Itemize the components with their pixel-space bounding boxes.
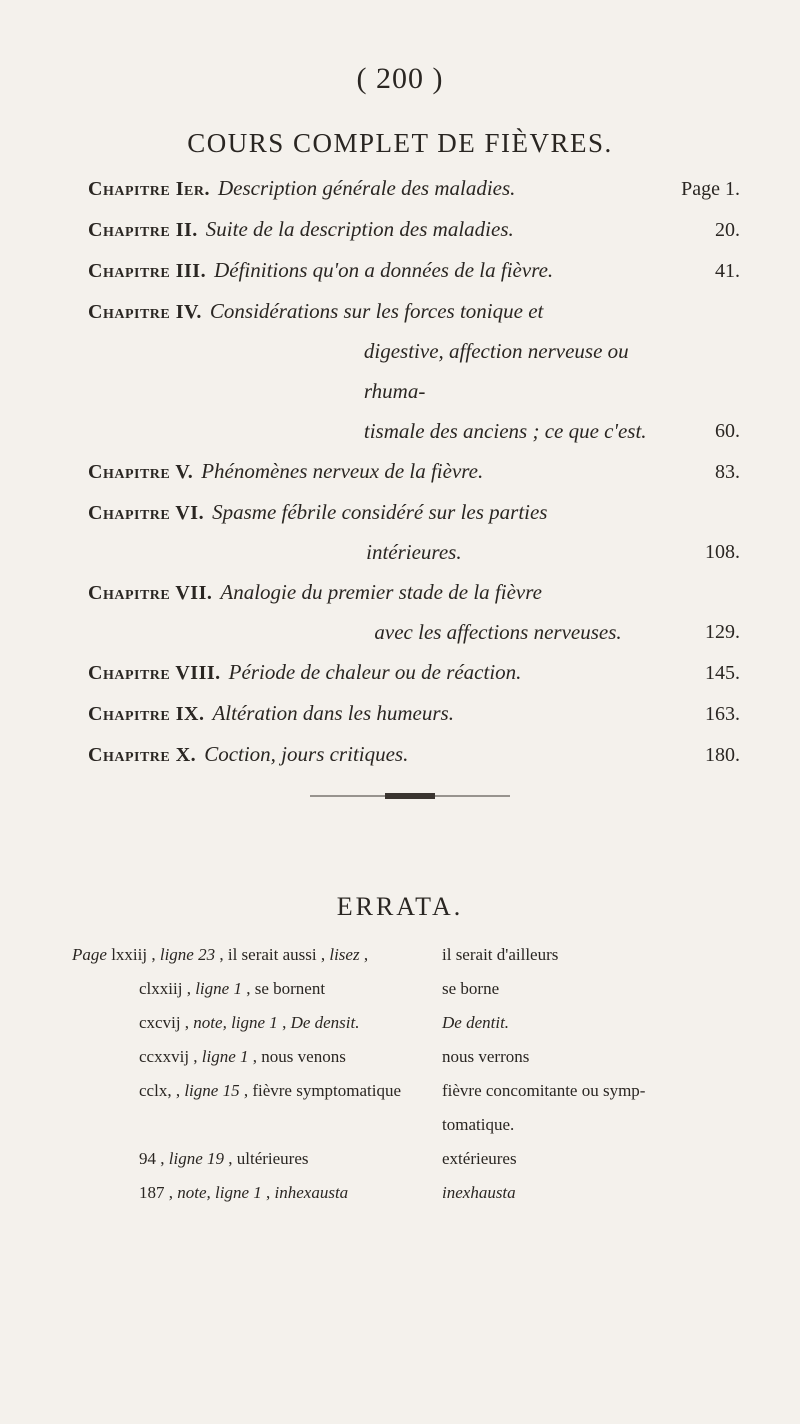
toc-chapter-label: Chapitre IX. [88,703,205,725]
errata-error: ultérieures [236,1149,309,1168]
errata-original: cclx, , ligne 15 , fièvre symptomatique [139,1081,402,1100]
errata-correction-line: tomatique. [442,1115,515,1134]
toc-title-line: Spasme fébrile considéré sur les parties [212,500,548,524]
errata-row [72,1176,792,1210]
toc-entry [88,451,740,492]
errata-error: fièvre symptomatique [252,1081,402,1100]
errata-error: inhexausta [274,1183,349,1202]
toc-chapter-title [210,291,680,451]
toc-chapter-label: Chapitre Ier. [88,178,210,200]
divider-ornament [310,793,510,799]
errata-lead: Page [72,945,107,964]
toc-chapter-label: Chapitre X. [88,744,197,766]
toc-title-line: digestive, affection nerveuse ou rhuma- [363,339,629,403]
errata-correction [442,1040,792,1074]
toc-entry [88,250,740,291]
toc-chapter-label: Chapitre VI. [88,502,205,524]
toc-chapter-label: Chapitre VIII. [88,662,221,684]
toc-title-line: intérieures. [366,540,462,564]
errata-row [72,1040,792,1074]
errata-correction-line: fièvre concomitante ou symp- [442,1081,646,1100]
errata-correction-line: il serait d'ailleurs [442,945,559,964]
toc-page-number: 108. [705,541,740,563]
errata-row [72,1006,792,1040]
toc-chapter-label: Chapitre V. [88,461,194,483]
toc-entry [88,291,740,451]
errata-correction-line: inexhausta [442,1183,516,1202]
toc-chapter-label: Chapitre IV. [88,301,202,323]
toc-title-line: avec les affections nerveuses. [374,620,622,644]
toc-title-line: Phénomènes nerveux de la fièvre. [201,459,484,483]
toc-chapter-title [204,734,680,774]
toc-chapter-title [206,209,680,249]
toc-page-number: 20. [715,219,740,241]
toc-page-number: 41. [715,260,740,282]
toc-chapter-title [212,693,680,733]
toc-page-number: 83. [715,461,740,483]
toc-entry [88,693,740,734]
errata-ref: 94 [139,1149,156,1168]
errata-ref: 187 [139,1183,165,1202]
toc-title-line: Coction, jours critiques. [204,742,409,766]
errata-title: ERRATA. [336,892,464,921]
errata-lisez: lisez [329,945,360,964]
errata-correction-line: De dentit. [442,1013,510,1032]
toc-chapter-title [218,168,680,208]
errata-original: Page lxxiij , ligne 23 , il serait aussi , lisez , [72,945,369,964]
errata-row [72,1074,792,1142]
page-number: ( 200 ) [356,62,444,95]
errata-where: note, ligne 1 [177,1183,262,1202]
errata-correction-line: se borne [442,979,500,998]
errata-correction [442,938,792,972]
errata-error: il serait aussi [227,945,317,964]
toc-page-number: 163. [705,703,740,725]
toc-entry [88,492,740,572]
errata-original: 187 , note, ligne 1 , inhexausta [139,1183,349,1202]
errata-original: cxcvij , note, ligne 1 , De densit. [139,1013,360,1032]
toc-chapter-label: Chapitre VII. [88,582,213,604]
toc-chapter-title [214,250,680,290]
errata-row [72,1142,792,1176]
errata-correction [442,972,792,1006]
errata-ref: lxxiij [111,945,148,964]
errata-error: nous venons [261,1047,346,1066]
toc-entry [88,734,740,775]
errata-original: clxxiij , ligne 1 , se bornent [139,979,326,998]
toc-page-number: 145. [705,662,740,684]
errata-ref: cxcvij [139,1013,181,1032]
toc-chapter-label: Chapitre III. [88,260,207,282]
errata-ref: ccxxvij [139,1047,190,1066]
toc-chapter-title [201,451,680,491]
errata-correction [442,1074,792,1142]
errata-list [72,938,792,1210]
toc-chapter-title [220,572,680,652]
table-of-contents [88,168,740,775]
errata-correction-line: extérieures [442,1149,517,1168]
errata-correction-line: nous verrons [442,1047,530,1066]
errata-ref: cclx, [139,1081,172,1100]
toc-chapter-label: Chapitre II. [88,219,198,241]
toc-entry [88,209,740,250]
errata-where: ligne 1 [201,1047,249,1066]
errata-error: De densit. [290,1013,360,1032]
page-title: COURS COMPLET DE FIÈVRES. [187,128,613,158]
errata-correction [442,1006,792,1040]
toc-page-number: Page 1. [681,178,740,200]
toc-title-line: Description générale des maladies. [217,176,516,200]
toc-title-line: tismale des anciens ; ce que c'est. [363,419,647,443]
errata-ref: clxxiij [139,979,183,998]
errata-where: note, ligne 1 [193,1013,278,1032]
toc-chapter-title [212,492,680,572]
toc-title-line: Analogie du premier stade de la fièvre [220,580,542,604]
errata-row [72,972,792,1006]
errata-where: ligne 23 [159,945,216,964]
toc-entry [88,572,740,652]
errata-error: se bornent [254,979,326,998]
toc-title-line: Définitions qu'on a données de la fièvre. [214,258,554,282]
toc-title-line: Altération dans les humeurs. [212,701,454,725]
toc-entry [88,168,740,209]
toc-page-number: 60. [715,420,740,442]
toc-page-number: 180. [705,744,740,766]
errata-original: 94 , ligne 19 , ultérieures [139,1149,309,1168]
toc-title-line: Période de chaleur ou de réaction. [228,660,522,684]
errata-where: ligne 1 [195,979,242,998]
errata-original: ccxxvij , ligne 1 , nous venons [139,1047,346,1066]
errata-where: ligne 19 [168,1149,224,1168]
toc-title-line: Suite de la description des maladies. [205,217,514,241]
errata-correction [442,1142,792,1176]
errata-where: ligne 15 [184,1081,240,1100]
toc-page-number: 129. [705,621,740,643]
errata-correction [442,1176,792,1210]
toc-entry [88,652,740,693]
errata-row [72,938,792,972]
toc-title-line: Considérations sur les forces tonique et [209,299,544,323]
toc-chapter-title [229,652,680,692]
